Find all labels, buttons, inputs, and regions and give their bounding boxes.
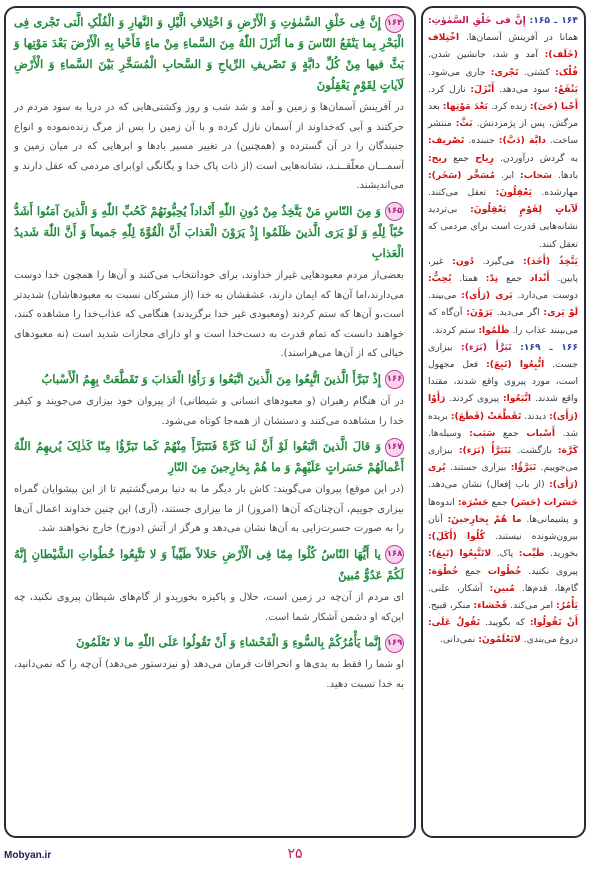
verse-text: إِنَّما یَأْمُرُکُمْ بِالسُّوءِ وَ الْفَحْشاءِ وَ أَنْ تَقُولُوا عَلَى اللّٰهِ ما لا تَعْلَمُونَ: [76, 635, 381, 650]
glossary-meaning: جمع: [465, 565, 482, 577]
glossary-meaning: اگر می‌دید.: [496, 307, 540, 319]
verse-number-badge: ۱۶۶: [385, 370, 404, 389]
glossary-section: [428, 253, 578, 339]
glossary-word: حَسَرات (حَسَر): [510, 496, 579, 508]
glossary-word: لاتَعْلَمُونَ:: [478, 634, 521, 646]
glossary-meaning: سود می‌دهد.: [499, 83, 550, 95]
verse-number-badge: ۱۶۹: [385, 634, 404, 653]
glossary-meaning: منتشر ساخت.: [428, 118, 579, 147]
verse-text: یا أَیُّهَا النّاسُ کُلُوا مِمّا فِی الْأَرْضِ حَلالاً طَیِّباً وَ لا تَتَّبِعُوا خُطُواتِ الشَّیْطانِ إِنَّهُ لَکُمْ عَدُوٌّ مُبینٌ: [14, 546, 404, 582]
glossary-meaning: آمد و شد، جانشین شدن.: [428, 49, 538, 61]
glossary-word: مُسَخَّر (سَخَر):: [428, 169, 496, 181]
glossary-text: [428, 12, 578, 649]
glossary-meaning: کشتی.: [523, 66, 550, 78]
verse-number-badge: ۱۶۷: [385, 438, 404, 457]
glossary-meaning: دوست می‌دارد.: [517, 290, 579, 302]
verse-block: [14, 369, 404, 431]
glossary-word: یُحِبُّ:: [428, 273, 452, 285]
glossary-word: مُبین:: [489, 582, 515, 594]
verse-block: [14, 632, 404, 694]
glossary-section: [428, 12, 578, 253]
glossary-word: فُلْک:: [555, 66, 578, 78]
glossary-word: نَتَبَرَّأُ (بَرَء):: [458, 445, 512, 457]
glossary-word: تَبَرَّؤُا:: [510, 462, 537, 474]
glossary-word: تَجْری:: [490, 66, 519, 78]
glossary-meaning: ستم کردند.: [432, 324, 476, 336]
glossary-word: فَحْشاء:: [473, 599, 508, 611]
page-number: ۲۵: [287, 846, 303, 862]
glossary-word: ریح:: [428, 152, 448, 164]
glossary-word: سَبَب:: [469, 427, 496, 439]
glossary-heading: إِنَّ فی خَلْقِ السَّمٰوٰتِ:: [428, 15, 526, 26]
glossary-section: [428, 339, 578, 649]
verse-arabic: [14, 201, 404, 264]
verse-text: وَ قالَ الَّذینَ اتَّبَعُوا لَوْ أَنَّ لَنا کَرَّةً فَنَتَبَرَّأَ مِنْهُمْ کَما تَبَرَّؤُا مِنّا کَذٰلِکَ یُریهِمُ اللّٰهُ أَعْمالَهُمْ حَسَراتٍ عَلَیْهِمْ وَ ما هُمْ بِخارِجینَ مِنَ النّارِ: [14, 439, 404, 475]
glossary-meaning: جمع: [491, 496, 508, 508]
glossary-meaning: فعل مجهول است، مورد پیروی واقع شدند، مقتدا واقع شدند.: [428, 359, 578, 405]
verses-list: [6, 8, 414, 694]
glossary-meaning: جمع: [453, 152, 469, 164]
verse-number-badge: ۱۶۸: [385, 545, 404, 564]
glossary-meaning: بازگشت.: [517, 445, 552, 457]
glossary-meaning: وسیله‌ها.: [428, 427, 462, 439]
glossary-meaning: جمع: [502, 427, 519, 439]
site-watermark: Mobyan.ir: [4, 850, 52, 861]
glossary-word: ما هُمْ بِخارِجینَ:: [447, 513, 522, 525]
verse-text: وَ مِنَ النّاسِ مَنْ یَتَّخِذُ مِنْ دُونِ اللّٰهِ أَنْداداً یُحِبُّونَهُمْ کَحُبِّ اللّٰهِ وَ الَّذینَ آمَنُوا أَشَدُّ حُبّاً لِلّٰهِ وَ لَوْ یَرَى الَّذینَ ظَلَمُوا إِذْ یَرَوْنَ الْعَذابَ أَنَّ الْقُوَّةَ لِلّٰهِ جَمیعاً وَ أَنَّ اللّٰهَ شَدیدُ الْعَذابِ: [14, 203, 404, 260]
glossary-word: یَرَوْنَ:: [466, 307, 493, 319]
glossary-meaning: زنده کرد.: [490, 101, 527, 113]
verse-translation: در آن هنگام رهبران (و معبودهای انسانی و شیطانی) از پیروان خود بیزاری می‌جویند و کیفر خدا را مشاهده می‌کنند و دستشان از همه‌جا کوتاه می‌شود.: [14, 395, 404, 427]
glossary-word: لاتَتَّبِعُوا (تَبِعَ):: [428, 548, 492, 560]
verse-translation: بعضی‌از مردم معبودهایی غیراز خداوند، برای خودانتخاب می‌کنند و آن‌ها را همچون خدا دوست می‌دارند،اما آن‌ها که ایمان دارند، عشقشان به خدا (از مشرکان نسبت به معبودهاشان) شدیدتر است،و آن‌ها که ستم کردند (ومعبودی غیر خدا برگزیدند) هنگامی که عذاب‌خدا را مشاهده کنند، خواهند دانست که تمام قدرت به دست‌خدا است و او دارای مجازات شدید است (نه معبودهای خیالی که از آن‌ها می‌هراسند).: [14, 269, 404, 360]
glossary-meaning: همتا.: [459, 273, 478, 285]
glossary-word: کُلُوا (أَکَلَ):: [428, 531, 486, 543]
glossary-meaning: دیدند.: [524, 410, 547, 422]
glossary-meaning: گام‌ها، قدم‌ها.: [521, 582, 579, 594]
glossary-meaning: مهارشده.: [541, 187, 578, 199]
verse-text: إِنَّ فِی خَلْقِ السَّمٰوٰتِ وَ الْأَرْضِ وَ اخْتِلافِ الَّیْلِ وَ النَّهارِ وَ الْفُلْکِ الَّتی تَجْری فِی الْبَحْرِ بِما یَنْفَعُ النّاسَ وَ ما أَنْزَلَ اللّٰهُ مِنَ السَّماءِ مِنْ ماءٍ فَأَحْیا بِهِ الْأَرْضَ بَعْدَ مَوْتِها وَ بَثَّ فیها مِنْ کُلِّ دابَّةٍ وَ تَصْریفِ الرِّیاحِ وَ السَّحابِ الْمُسَخَّرِ بَیْنَ السَّماءِ وَ الْأَرْضِ لَآیاتٍ لِقَوْمٍ یَعْقِلُونَ: [14, 15, 404, 92]
verse-number-badge: ۱۶۴: [385, 14, 404, 33]
glossary-panel: [421, 6, 586, 838]
verse-arabic: [14, 632, 404, 653]
glossary-meaning: بادها.: [557, 169, 578, 181]
verse-arabic: [14, 12, 404, 96]
glossary-word: لَوْ یَرى:: [543, 307, 579, 319]
glossary-word: دابَّة (دَبَّ):: [498, 135, 546, 147]
glossary-meaning: آنان بیرون‌شونده نیستند.: [428, 513, 578, 543]
verse-block: [14, 436, 404, 539]
verse-arabic: [14, 436, 404, 478]
glossary-meaning: بریده شد.: [428, 410, 579, 439]
glossary-meaning: نازل کرد.: [428, 83, 466, 95]
glossary-meaning: می‌گیرد.: [482, 255, 515, 267]
verse-number-badge: ۱۶۵: [385, 202, 404, 221]
glossary-meaning: امر می‌کند.: [510, 599, 554, 611]
glossary-word: ظَلَمُوا:: [478, 324, 510, 336]
glossary-word: بَثَّ:: [455, 118, 473, 130]
glossary-meaning: نمی‌دانی.: [439, 634, 476, 646]
glossary-meaning: اندوه‌ها و پشیمانی‌ها.: [428, 496, 579, 525]
verse-text: إِذْ تَبَرَّأَ الَّذینَ اتُّبِعُوا مِنَ الَّذینَ اتَّبَعُوا وَ رَأَوُا الْعَذابَ وَ تَقَطَّعَتْ بِهِمُ الْأَسْبابُ: [41, 371, 381, 386]
glossary-word: دُون:: [452, 255, 475, 267]
verse-block: [14, 544, 404, 627]
glossary-meaning: می‌بیند.: [428, 290, 457, 302]
verse-arabic: [14, 544, 404, 586]
verses-panel: [4, 6, 416, 838]
verse-translation: او شما را فقط به بدی‌ها و انحرافات فرمان می‌دهد (و نیزدستور می‌دهد) آن‌چه را که نمی‌دانید، به خدا نسبت دهید.: [14, 659, 404, 690]
glossary-meaning: آن‌گاه که می‌بینند عذاب را.: [428, 307, 578, 336]
glossary-word: لَآیاتٍ لِقَوْمٍ یَعْقِلُونَ:: [470, 204, 579, 216]
glossary-heading: تَبَرَّأَ (بَرَء):: [461, 341, 512, 353]
glossary-meaning: جاری می‌شود.: [428, 66, 486, 78]
glossary-meaning: دروغ می‌بندی.: [523, 634, 578, 646]
glossary-word: اخْتِلاف (خَلَف):: [428, 32, 578, 61]
glossary-meaning: بیزاری جستند.: [450, 462, 507, 474]
verse-arabic: [14, 369, 404, 390]
glossary-word: تَصْریف:: [428, 135, 465, 147]
glossary-word: یَنْفَعُ:: [554, 83, 579, 95]
glossary-meaning: غیر، پایین.: [428, 255, 578, 285]
glossary-meaning: که بگویید.: [485, 617, 525, 629]
glossary-meaning: بیزاری می‌جوییم.: [428, 445, 579, 474]
glossary-meaning: همانا در آفرینش آسمان‌ها.: [465, 32, 578, 44]
glossary-word: أَسْباب: [526, 427, 555, 439]
glossary-word: بَعْدَ مَوْتِها:: [442, 101, 488, 113]
glossary-word: اتَّبَعُوا:: [502, 393, 532, 405]
glossary-meaning: (از باب إفعال) نشان می‌دهد.: [428, 479, 545, 491]
glossary-word: خُطْوَة:: [428, 565, 459, 577]
glossary-word: خُطُوات: [487, 565, 522, 577]
glossary-word: حَسْرَة:: [457, 496, 489, 508]
glossary-word: کَرَّة:: [557, 445, 579, 457]
glossary-meaning: جمع: [506, 273, 522, 285]
glossary-meaning: تعقل می‌کنند.: [428, 187, 487, 199]
glossary-word: أَنْداد: [529, 273, 550, 285]
glossary-meaning: آشکار، علنی.: [428, 582, 483, 594]
glossary-word: رِیاح: [475, 152, 494, 164]
glossary-meaning: منکر، قبیح.: [427, 599, 471, 611]
verse-translation: ای مردم از آن‌چه در زمین است، حلال و پاکیزه بخوریدو از گام‌های شیطان پیروی نکنید، چه این‌که او دشمن آشکار شما است.: [14, 591, 404, 623]
verse-translation: در آفرینش آسمان‌ها و زمین و آمد و شد شب و روز وکشتی‌هایی که در دریا به سود مردم در حرکتند و آبی که‌خداوند از آسمان نازل کرده و با آن زمین را پس از مرگ زنده‌نموده و انواع جنبندگان را در آن گسترده و (همچنین) در تغییر مسیر بادها و ابرهایی که در میان زمین و آسمـــان معلّقــنـد، نشانه‌هایی است (از ذات پاک خدا و یگانگی او)برای مردمی که عقل دارند و می‌اندیشند.: [14, 102, 404, 192]
glossary-word: أَنْ تَقُولُوا:: [529, 617, 579, 629]
glossary-meaning: پیروی کردند.: [449, 393, 500, 405]
glossary-word: نِدّ:: [485, 273, 499, 285]
glossary-meaning: بخورید.: [550, 548, 579, 560]
glossary-meaning: پاک.: [496, 548, 514, 560]
glossary-word: تَقَطَّعَتْ (قَطَعَ):: [450, 410, 522, 422]
glossary-word: یُری (رَأَى):: [428, 462, 578, 491]
glossary-range: ۱۶۶ ـ ۱۶۹:: [520, 341, 579, 353]
glossary-word: طَیِّب:: [518, 548, 545, 560]
glossary-word: اتُّبِعُوا (تَبِعَ):: [486, 359, 545, 371]
glossary-word: یَتَّخِذُ (أَخَذ):: [522, 255, 579, 267]
glossary-range: ۱۶۴ ـ ۱۶۵:: [529, 15, 579, 26]
glossary-word: یَعْقِلُونَ:: [495, 187, 532, 199]
verse-block: [14, 12, 404, 196]
glossary-meaning: پیروی نکنید.: [528, 565, 578, 577]
glossary-meaning: ابر.: [500, 169, 515, 181]
glossary-word: أَحْیا (حَیَ):: [529, 101, 578, 113]
glossary-meaning: جنبنده.: [468, 135, 495, 147]
glossary-word: یَرى (رَأَى):: [461, 290, 513, 302]
verse-block: [14, 201, 404, 364]
glossary-meaning: به گردش درآوردن.: [499, 152, 578, 164]
glossary-word: أَنْزَلَ:: [470, 83, 495, 95]
glossary-word: رَأَوْا (رَأَى):: [428, 393, 578, 422]
glossary-word: سَحاب:: [520, 169, 553, 181]
glossary-meaning: بیزاری جست.: [428, 341, 578, 371]
glossary-word: یَأْمُرُ:: [556, 599, 578, 611]
glossary-word: تَقُولُ عَلَى:: [428, 617, 481, 629]
glossary-meaning: بعد مرگش، پس از پژمردنش.: [428, 101, 579, 130]
verse-translation: (در این موقع) پیروان می‌گویند: کاش بار دیگر ما به دنیا برمی‌گشتیم تا از این پیشوایان گمراه بیزاری جوییم، آن‌چنان‌که آن‌ها (امروز) از ما بیزاری جستند، (آری) این چنین خداوند اعمال آن‌ها را به صورت حسرت‌زایی به آن‌ها نشان می‌دهد و هرگز از آتش (دوزخ) خارج نخواهند شد.: [14, 484, 404, 535]
glossary-meaning: بی‌تردید نشانه‌هایی قدرت است برای مردمی که تعقل کنند.: [428, 204, 578, 250]
